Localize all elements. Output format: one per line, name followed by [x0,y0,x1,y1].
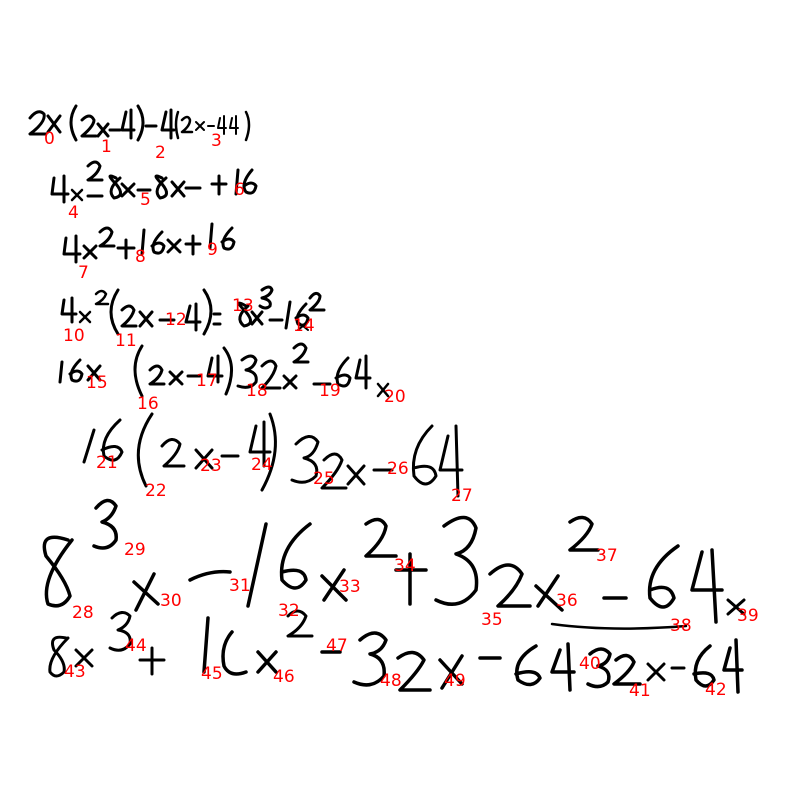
transcription-line-4 [61,301,278,325]
stroke-label: 26 [387,459,409,479]
stroke-label: 31 [229,576,251,596]
stroke-label: 27 [451,486,473,506]
stroke-label: 45 [201,664,223,684]
stroke-label: 10 [63,326,85,346]
stroke-label: 6 [234,180,245,200]
stroke-label: 20 [384,387,406,407]
stroke-label: 38 [670,616,692,636]
stroke-label: 21 [96,453,118,473]
stroke-label: 3 [211,131,222,151]
stroke-label: 28 [72,603,94,623]
transcription-line-3 [63,231,217,255]
transcription-line-5 [60,363,263,387]
stroke-label: 1 [101,137,112,157]
stroke-label: 41 [629,681,651,701]
transcription-line-2 [49,176,224,200]
stroke-label: 14 [293,316,315,336]
stroke-label: 47 [326,636,348,656]
stroke-label: 12 [165,310,187,330]
stroke-label: 8 [135,247,146,267]
stroke-label: 0 [44,129,55,149]
stroke-label: 37 [596,546,618,566]
stroke-label: 5 [140,190,151,210]
stroke-label: 7 [78,263,89,283]
stroke-label: 32 [278,601,300,621]
stroke-label: 4 [68,203,79,223]
stroke-label: 39 [737,606,759,626]
stroke-label: 24 [251,455,273,475]
stroke-label: 18 [246,381,268,401]
stroke-label: 16 [137,394,159,414]
stroke-label: 33 [339,577,361,597]
stroke-label: 11 [115,331,137,351]
stroke-label: 42 [705,680,727,700]
stroke-label: 44 [125,636,147,656]
stroke-label: 2 [155,143,166,163]
stroke-label: 30 [160,591,182,611]
stroke-label: 48 [380,671,402,691]
stroke-label: 23 [200,456,222,476]
stroke-label: 34 [394,556,416,576]
stroke-label: 46 [273,667,295,687]
transcription-line-7 [40,573,380,608]
transcription-line-8 [48,653,422,683]
stroke-label: 19 [319,381,341,401]
stroke-label: 15 [86,373,108,393]
stroke-label: 43 [64,662,86,682]
stroke-label: 36 [556,591,578,611]
stroke-label: 25 [313,469,335,489]
stroke-label: 35 [481,610,503,630]
stroke-label: 40 [579,654,601,674]
stroke-label: 49 [444,671,466,691]
transcription-line-1 [29,111,191,135]
stroke-label: 17 [196,371,218,391]
stroke-label: 29 [124,540,146,560]
stroke-label: 9 [207,240,218,260]
stroke-label: 13 [232,296,254,316]
transcription-line-6 [84,444,291,472]
stroke-label: 22 [145,481,167,501]
